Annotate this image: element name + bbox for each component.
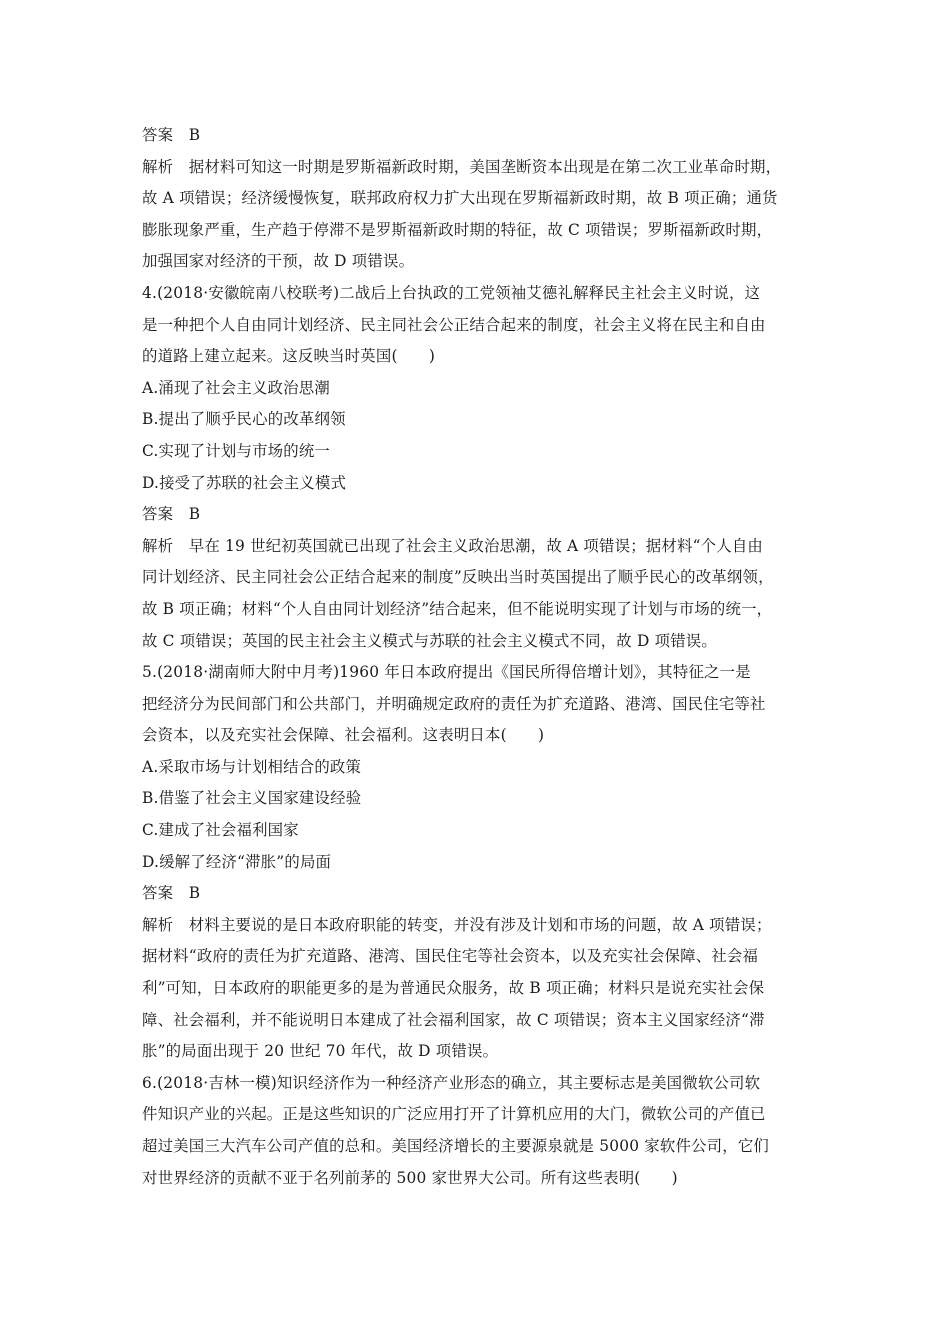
question-6-stem: 件知识产业的兴起。正是这些知识的广泛应用打开了计算机应用的大门，微软公司的产值已 xyxy=(142,1105,766,1124)
analysis-text: 膨胀现象严重，生产趋于停滞不是罗斯福新政时期的特征，故 C 项错误；罗斯福新政时期， xyxy=(142,220,773,239)
question-4-option-c: C.实现了计划与市场的统一 xyxy=(142,441,331,460)
analysis-text: 障、社会福利，并不能说明日本建成了社会福利国家，故 C 项错误；资本主义国家经济“滞 xyxy=(142,1010,765,1029)
question-4-stem: 是一种把个人自由同计划经济、民主同社会公正结合起来的制度，社会主义将在民主和自由 xyxy=(142,315,766,334)
question-5-option-c: C.建成了社会福利国家 xyxy=(142,821,299,840)
question-5-stem: 会资本，以及充实社会保障、社会福利。这表明日本( ) xyxy=(142,726,545,745)
answer-label: 答案 B xyxy=(142,884,201,903)
question-4-stem: 4.(2018·安徽皖南八校联考)二战后上台执政的工党领袖艾德礼解释民主社会主义时说，这 xyxy=(142,283,761,302)
question-6-stem: 6.(2018·吉林一模)知识经济作为一种经济产业形态的确立，其主要标志是美国微软公司软 xyxy=(142,1073,761,1092)
document-body xyxy=(142,120,814,1194)
question-5-option-d: D.缓解了经济“滞胀”的局面 xyxy=(142,852,332,871)
question-4-option-b: B.提出了顺乎民心的改革纲领 xyxy=(142,410,346,429)
analysis-text: 解析 材料主要说的是日本政府职能的转变，并没有涉及计划和市场的问题，故 A 项错误； xyxy=(142,915,772,934)
question-5-stem: 5.(2018·湖南师大附中月考)1960 年日本政府提出《国民所得倍增计划》，其特征之一是 xyxy=(142,663,751,682)
analysis-text: 胀”的局面出现于 20 世纪 70 年代，故 D 项错误。 xyxy=(142,1042,499,1061)
question-4-option-d: D.接受了苏联的社会主义模式 xyxy=(142,473,347,492)
question-5-option-a: A.采取市场与计划相结合的政策 xyxy=(142,757,362,776)
answer-label: 答案 B xyxy=(142,505,201,524)
analysis-text: 解析 据材料可知这一时期是罗斯福新政时期，美国垄断资本出现是在第二次工业革命时期， xyxy=(142,157,782,176)
question-4-stem: 的道路上建立起来。这反映当时英国( ) xyxy=(142,347,436,366)
analysis-text: 同计划经济、民主同社会公正结合起来的制度”反映出当时英国提出了顺乎民心的改革纲领， xyxy=(142,568,774,587)
question-4-option-a: A.涌现了社会主义政治思潮 xyxy=(142,378,330,397)
analysis-text: 故 C 项错误；英国的民主社会主义模式与苏联的社会主义模式不同，故 D 项错误。 xyxy=(142,631,717,650)
answer-label: 答案 B xyxy=(142,126,201,144)
question-5-stem: 把经济分为民间部门和公共部门，并明确规定政府的责任为扩充道路、港湾、国民住宅等社 xyxy=(142,694,766,713)
analysis-text: 故 A 项错误；经济缓慢恢复，联邦政府权力扩大出现在罗斯福新政时期，故 B 项正确；通货 xyxy=(142,189,778,208)
question-5-option-b: B.借鉴了社会主义国家建设经验 xyxy=(142,789,362,808)
analysis-text: 故 B 项正确；材料“个人自由同计划经济”结合起来，但不能说明实现了计划与市场的统一， xyxy=(142,599,773,618)
question-6-stem: 对世界经济的贡献不亚于名列前茅的 500 家世界大公司。所有这些表明( ) xyxy=(142,1168,678,1187)
question-6-stem: 超过美国三大汽车公司产值的总和。美国经济增长的主要源泉就是 5000 家软件公司，它们 xyxy=(142,1137,770,1155)
analysis-text: 据材料“政府的责任为扩充道路、港湾、国民住宅等社会资本，以及充实社会保障、社会福 xyxy=(142,947,759,966)
analysis-text: 解析 早在 19 世纪初英国就已出现了社会主义政治思潮，故 A 项错误；据材料“个人自由 xyxy=(142,536,763,555)
analysis-text: 利”可知，日本政府的职能更多的是为普通民众服务，故 B 项正确；材料只是说充实社会保 xyxy=(142,979,765,998)
analysis-text: 加强国家对经济的干预，故 D 项错误。 xyxy=(142,252,415,271)
